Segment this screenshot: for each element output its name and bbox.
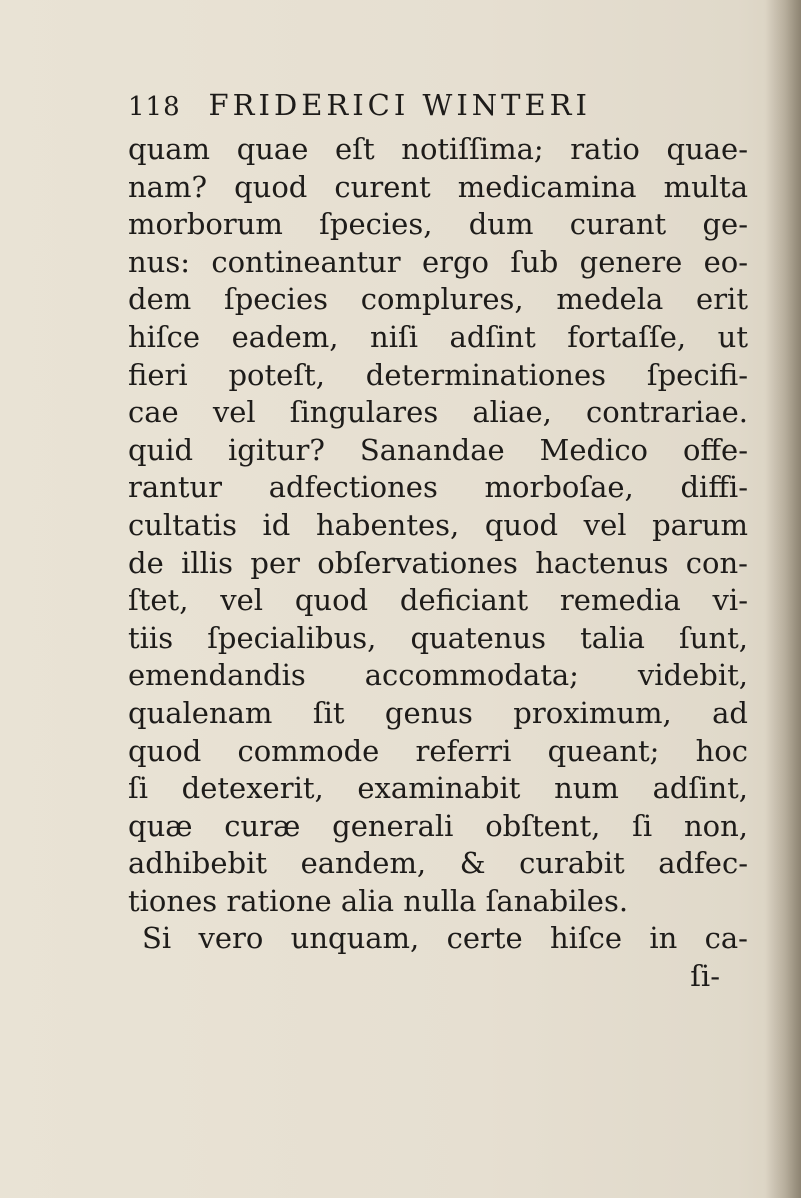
text-line: de illis per obſervationes hactenus con- bbox=[128, 545, 748, 580]
text-line: qualenam ſit genus proximum, ad bbox=[128, 695, 748, 730]
text-line: quod commode referri queant; hoc bbox=[128, 733, 748, 768]
running-header bbox=[128, 88, 688, 134]
text-line: cae vel ſingulares aliae, contrariae. bbox=[128, 395, 748, 430]
text-line: tiones ratione alia nulla ſanabiles. bbox=[128, 883, 629, 918]
catchword: ſi- bbox=[690, 959, 720, 994]
text-line: dem ſpecies complures, medela erit bbox=[128, 282, 748, 317]
text-line: ſi detexerit, examinabit num adſint, bbox=[128, 771, 748, 806]
text-line: adhibebit eandem, & curabit adfec- bbox=[128, 846, 748, 881]
text-line: quæ curæ generali obſtent, ſi non, bbox=[128, 808, 748, 843]
text-line: rantur adfectiones morboſae, diffi- bbox=[128, 470, 748, 505]
page-number: 118 bbox=[128, 92, 181, 122]
text-line: nus: contineantur ergo ſub genere eo- bbox=[128, 244, 748, 279]
text-line: hiſce eadem, niſi adſint fortaſſe, ut bbox=[128, 319, 748, 354]
text-line: cultatis id habentes, quod vel parum bbox=[128, 507, 748, 542]
body-text bbox=[128, 131, 748, 996]
text-line: tiis ſpecialibus, quatenus talia ſunt, bbox=[128, 620, 748, 655]
text-line: nam? quod curent medicamina multa bbox=[128, 169, 748, 204]
text-line: quam quae eſt notiſſima; ratio quae- bbox=[128, 132, 748, 166]
text-line: Si vero unquam, certe hiſce in ca- bbox=[142, 921, 748, 956]
text-line: fieri poteſt, determinationes ſpecifi- bbox=[128, 357, 748, 392]
running-title: FRIDERICI WINTERI bbox=[208, 88, 591, 122]
text-line: morborum ſpecies, dum curant ge- bbox=[128, 207, 748, 242]
page-edge-shadow bbox=[765, 0, 801, 1198]
text-line: emendandis accommodata; videbit, bbox=[128, 658, 748, 693]
text-line: quid igitur? Sanandae Medico offe- bbox=[128, 432, 748, 467]
text-line: ſtet, vel quod deficiant remedia vi- bbox=[128, 583, 748, 618]
